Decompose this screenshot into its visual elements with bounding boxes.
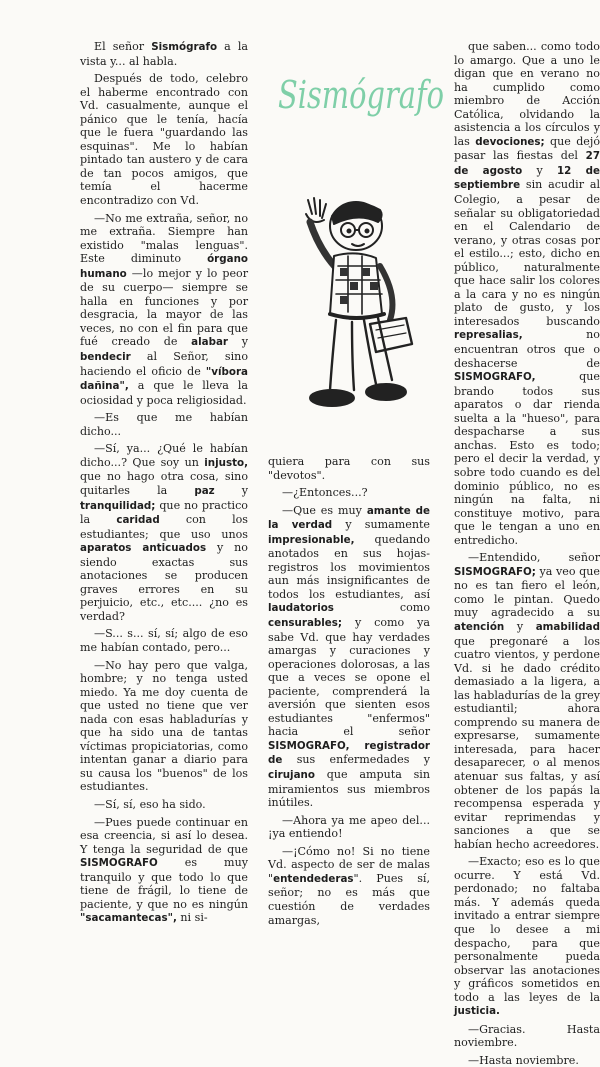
bold-term: entendederas [273,872,354,885]
bold-term: laudatorios [268,602,334,615]
paragraph: —No hay pero que valga, hombre; y no tenga usted miedo. Ya me doy cuenta de que usted no tiene que ver nada con esas habladurías y que ha sido una de tantas víctimas propiciatorias, como intentan ganar a diario para su causa los "buenos" de los estudiantes. [80,658,248,794]
paragraph: El señor Sismógrafo a la vista y... al habla. [80,40,248,68]
bold-term: paz [194,484,215,497]
bold-term: atención [454,620,505,633]
paragraph: —Ahora ya me apeo del... ¡ya entiendo! [268,813,430,841]
bold-term: justicia. [454,1005,500,1018]
masthead-title [276,42,448,124]
paragraph: —Sí, sí, eso ha sido. [94,797,206,811]
bold-term: cirujano [268,769,315,782]
text-column-1 [80,40,248,930]
paragraph: —¡Cómo no! Si no tiene Vd. aspecto de ser de malas "entendederas". Pues sí, señor; no es más que cuestión de verdades amargas, [268,844,430,927]
bold-term: 27 de agosto [454,150,600,177]
paragraph: quiera para con sus "devotos". [268,455,430,482]
bold-term: Sismógrafo [151,41,218,53]
bold-term: caridad [116,514,160,527]
text-column-3 [454,40,600,1067]
paragraph: —Pues puede continuar en esa creencia, si así lo desea. Y tenga la seguridad de que SISMOGRAFO es muy tranquilo y que todo lo que tiene de frágil, lo tiene de paciente, y que no es ningún "sacamantecas", ni si- [80,815,248,925]
paragraph: —S... s... sí, sí; algo de eso me habían contado, pero... [80,627,248,654]
bold-term: injusto, [204,456,248,469]
cartoon-illustration [286,192,420,426]
bold-term: amante de la verdad [268,504,430,532]
paragraph: —Hasta noviembre. [468,1053,579,1067]
bold-term: "sacamantecas", [80,912,177,925]
bold-term: SISMOGRAFO, [454,371,536,384]
bold-term: alabar [191,336,228,349]
paragraph: —Gracias. Hasta noviembre. [454,1022,600,1050]
paragraph: que saben... como todo lo amargo. Que a uno le digan que en verano no ha cumplido como miembro de Acción Católica, olvidando la asistencia a los círculos y las devociones; que dejó pasar las fiestas del 27 de agosto y 12 de septiembre sin acudir al Colegio, a pesar de señalar su obligatoriedad en el Calendario de verano, y otras cosas por el estilo...; esto, dicho en público, naturalmente que hace salir los colores a la cara y no es ningún plato de gusto, y los interesados buscando represalias, no encuentran otros que o deshacerse de SISMOGRAFO, que brando todos sus aparatos o dar rienda suelta a la "hueso", para despacharse a sus anchas. Esto es todo; pero el decir la verdad, y sobre todo cuando es del dominio público, no es ningún na falta, ni constituye motivo, para que le tengan a uno en entredicho. [454,40,600,547]
paragraph: —¿Entonces...? [282,486,368,500]
paragraph: —Exacto; eso es lo que ocurre. Y está Vd. perdonado; no faltaba más. Y además queda invitado a entrar siempre que lo desee a mi despacho, para que personalmente pueda observar las anotaciones y gráficos sometidos en todo a las leyes de la justicia. [454,855,600,1018]
bold-term: órgano humano [80,253,248,280]
text-column-2 [268,455,430,931]
bold-term: devociones; [475,135,545,148]
masthead-text: Sismógrafo [278,73,444,117]
bold-term: 12 de septiembre [454,164,600,192]
paragraph: —Que es muy amante de la verdad y sumamente impresionable, quedando anotados en sus hojas-registros los movimientos aun más insignificantes de todos los estudiantes, así laudatorios como censurables; y como ya sabe Vd. que hay verdades amargas y curaciones y operaciones dolorosas, a las que a veces se opone el paciente, comprenderá la aversión que sienten esos estudiantes "enfermos" hacia el señor SISMOGRAFO, registrador de sus enfermedades y cirujano que amputa sin miramientos sus miembros inútiles. [268,503,430,810]
paragraph: —No me extraña, señor, no me extraña. Siempre han existido "malas lenguas". Este diminuto órgano humano —lo mejor y lo peor de su cuerpo— siempre se halla en funciones y por desgracia, la mayor de las veces, no con el fin para que fué creado de alabar y bendecir al Señor, sino haciendo el oficio de "víbora dañina", a que le lleva la ociosidad y poca religiosidad. [80,211,249,407]
bold-term: tranquilidad; [80,499,156,512]
bold-term: represalias, [454,329,523,342]
paragraph: —Es que me habían dicho... [80,411,248,438]
bold-term: SISMOGRAFO [80,857,158,870]
bold-term: censurables; [268,617,343,630]
bold-term: bendecir [80,351,131,364]
bold-term: aparatos anticuados [80,542,207,555]
bold-term: "víbora dañina", [80,365,248,393]
paragraph: —Entendido, señor SISMOGRAFO; ya veo que no es tan fiero el león, como le pintan. Quedo muy agradecido a su atención y amabilidad que pregonaré a los cuatro vientos, y perdone Vd. si he dado crédito demasiado a la ligera, a las habladurías de la grey estudiantil; ahora comprendo su manera de expresarse, sumamente interesada, para hacer desaparecer, o al menos atenuar sus faltas, y así obtener de los papás la recompensa esperada y evitar reprimendas y sanciones a que se habían hecho acreedores. [454,551,600,851]
bold-term: SISMOGRAFO; [454,565,536,578]
paragraph: —Sí, ya... ¿Qué le habían dicho...? Que soy un injusto, que no hago otra cosa, sino quitarles la paz y tranquilidad; que no practico la caridad con los estudiantes; que uso unos aparatos anticuados y no siendo exactas sus anotaciones se producen graves errores en su perjuicio, etc., etc.... ¿no es verdad? [80,442,248,623]
paragraph: Después de todo, celebro el haberme encontrado con Vd. casualmente, aunque el pánico que le tenía, hacía que le fuera "guardando las esquinas". Me lo habían pintado tan austero y de cara de tan pocos amigos, que temía el hacerme encontradizo con Vd. [80,72,248,208]
bold-term: impresionable, [268,533,355,546]
bold-term: SISMOGRAFO, registrador de [268,739,430,767]
bold-term: amabilidad [535,620,600,633]
